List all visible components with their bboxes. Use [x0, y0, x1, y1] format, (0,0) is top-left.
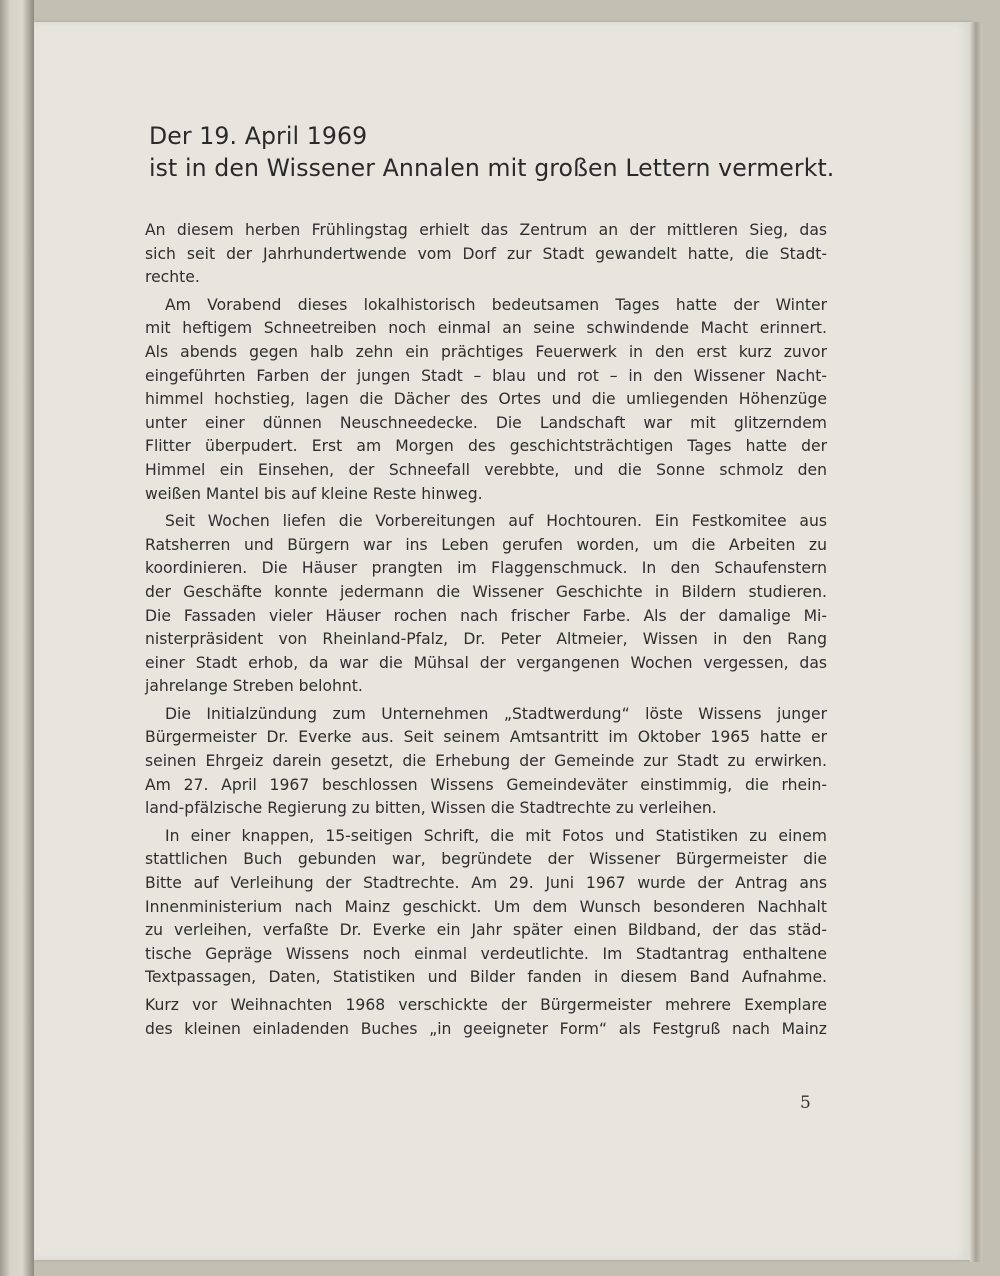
text-line: himmel hochstieg, lagen die Dächer des Ortes und die umliegenden Höhenzüge [145, 390, 827, 409]
text-line: Bitte auf Verleihung der Stadtrechte. Am 29. Juni 1967 wurde der Antrag ans [145, 874, 827, 893]
headline-line-2: ist in den Wissener Annalen mit großen Lettern vermerkt. [149, 154, 835, 182]
paragraph [145, 510, 827, 699]
text-line: Als abends gegen halb zehn ein prächtiges Feuerwerk in den erst kurz zuvor [145, 342, 827, 361]
text-line: einer Stadt erhob, da war die Mühsal der vergangenen Wochen vergessen, das [145, 653, 827, 672]
text-line: nisterpräsident von Rheinland-Pfalz, Dr. Peter Altmeier, Wissen in den Rang [145, 630, 827, 649]
text-line: sich seit der Jahrhundertwende vom Dorf zur Stadt gewandelt hatte, die Stadt- [145, 244, 827, 263]
body-text [145, 219, 827, 1045]
text-line: Am 27. April 1967 beschlossen Wissens Gemeindeväter einstimmig, die rhein- [145, 775, 827, 794]
text-line: jahrelange Streben belohnt. [145, 677, 363, 696]
text-line: des kleinen einladenden Buches „in geeigneter Form“ als Festgruß nach Mainz [145, 1019, 827, 1038]
text-line: weißen Mantel bis auf kleine Reste hinweg. [145, 484, 483, 503]
paragraph [145, 219, 827, 290]
paragraph [145, 703, 827, 821]
text-line: Bürgermeister Dr. Everke aus. Seit seinem Amtsantritt im Oktober 1965 hatte er [145, 728, 827, 747]
text-line: mit heftigem Schneetreiben noch einmal an seine schwindende Macht erinnert. [145, 319, 827, 338]
chapter-headline [149, 120, 849, 184]
text-line: Ratsherren und Bürgern war ins Leben gerufen worden, um die Arbeiten zu [145, 535, 827, 554]
text-line: unter einer dünnen Neuschneedecke. Die Landschaft war mit glitzerndem [145, 413, 827, 432]
text-line: rechte. [145, 268, 200, 287]
paragraph [145, 994, 827, 1041]
text-line: koordinieren. Die Häuser prangten im Flaggenschmuck. In den Schaufenstern [145, 559, 827, 578]
text-line: zu verleihen, verfaßte Dr. Everke ein Jahr später einen Bildband, der das städ- [145, 921, 827, 940]
text-line: Am Vorabend dieses lokalhistorisch bedeutsamen Tages hatte der Winter [165, 295, 827, 314]
text-line: Innenministerium nach Mainz geschickt. Um dem Wunsch besonderen Nachhalt [145, 897, 827, 916]
text-line: der Geschäfte konnte jedermann die Wissener Geschichte in Bildern studieren. [145, 582, 827, 601]
headline-line-1: Der 19. April 1969 [149, 122, 368, 150]
page-number: 5 [800, 1093, 811, 1113]
text-line: Die Fassaden vieler Häuser rochen nach frischer Farbe. Als der damalige Mi- [145, 606, 827, 625]
binding-edge [0, 0, 34, 1276]
text-line: Seit Wochen liefen die Vorbereitungen auf Hochtouren. Ein Festkomitee aus [165, 512, 827, 531]
text-line: tische Gepräge Wissens noch einmal verdeutlichte. Im Stadtantrag enthaltene [145, 944, 827, 963]
paragraph [145, 294, 827, 506]
text-line: Himmel ein Einsehen, der Schneefall verebbte, und die Sonne schmolz den [145, 460, 827, 479]
text-line: Kurz vor Weihnachten 1968 verschickte der Bürgermeister mehrere Exemplare [145, 996, 827, 1014]
text-line: Flitter überpudert. Erst am Morgen des geschichtsträchtigen Tages hatte der [145, 437, 827, 456]
text-line: Textpassagen, Daten, Statistiken und Bilder fanden in diesem Band Aufnahme. [145, 968, 827, 987]
text-line: In einer knappen, 15-seitigen Schrift, die mit Fotos und Statistiken zu einem [165, 826, 827, 845]
text-line: eingeführten Farben der jungen Stadt – blau und rot – in den Wissener Nacht- [145, 366, 827, 385]
text-line: Die Initialzündung zum Unternehmen „Stadtwerdung“ löste Wissens junger [165, 704, 827, 723]
text-line: land-pfälzische Regierung zu bitten, Wissen die Stadtrechte zu verleihen. [145, 799, 717, 818]
paragraph [145, 825, 827, 990]
text-line: stattlichen Buch gebunden war, begründete der Wissener Bürgermeister die [145, 850, 827, 869]
page-edge-shadow [970, 22, 982, 1262]
text-line: An diesem herben Frühlingstag erhielt das Zentrum an der mittleren Sieg, das [145, 221, 827, 239]
text-line: seinen Ehrgeiz darein gesetzt, die Erhebung der Gemeinde zur Stadt zu erwirken. [145, 752, 827, 771]
